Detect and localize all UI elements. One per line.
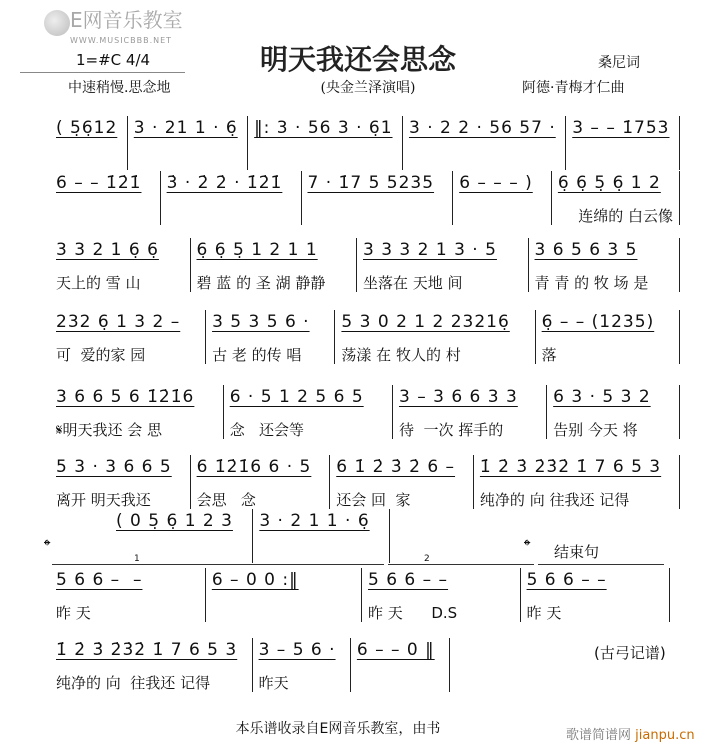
volta-bracket-2	[388, 564, 534, 565]
key-signature: 1=#C 4/4	[76, 51, 151, 69]
measure-notes: 6 3 · 5 3 2	[553, 387, 651, 407]
logo-icon	[44, 10, 70, 36]
measure-lyrics: 落	[541, 346, 557, 364]
measure-lyrics: 纯净的 向 往我还 记得	[56, 674, 211, 692]
measure-notes: 6 1̇2̇1̇6 6 · 5	[196, 457, 312, 477]
measure-notes: 3 3 2 1 6̣ 6̣	[56, 240, 159, 260]
measure	[474, 455, 680, 509]
measure-lyrics: 昨 天	[526, 604, 562, 622]
measure-notes: 1̇ 2̇ 3̇ 2̇3̇2̇ 1̇ 7 6 5 3	[479, 457, 662, 477]
measure-notes: 5 3 0 2 1 2 23216̣	[341, 312, 510, 332]
measure-lyrics: 离开 明天我还	[56, 491, 151, 509]
measure-notes: 3 – – 1̇753	[572, 118, 670, 138]
measure-lyrics	[254, 150, 396, 170]
measure	[128, 116, 248, 170]
measure	[50, 455, 191, 509]
measure	[335, 310, 535, 364]
measure	[552, 171, 680, 225]
measure-lyrics: 会思 念	[196, 491, 256, 509]
measure-lyrics: 昨天	[258, 674, 289, 692]
score-line	[50, 171, 680, 225]
measure-notes: 6 · 5 1 2 5 6 5	[229, 387, 364, 407]
measure	[351, 638, 450, 692]
measure-lyrics	[134, 150, 241, 170]
measure-notes: ( 0 5̣ 6̣ 1 2 3	[116, 511, 233, 531]
measure-lyrics	[409, 150, 559, 170]
measure-notes: 6̣ 6̣ 5̣ 1 2 1 1	[196, 240, 318, 260]
measure	[50, 238, 191, 292]
measure	[302, 171, 454, 225]
measure-lyrics	[212, 602, 355, 622]
measure	[224, 385, 393, 439]
score-line	[50, 238, 680, 292]
measure	[521, 568, 670, 622]
coda-icon: 𝄌	[524, 536, 531, 557]
measure-notes: 3 6 5 6 3 5	[534, 240, 638, 260]
measure-lyrics: 𝄋明天我还 会 思	[56, 421, 162, 439]
watermark-site: jianpu.cn	[635, 728, 695, 743]
page-title: 明天我还会思念	[259, 43, 456, 76]
measure-lyrics	[308, 205, 447, 225]
measure-notes: 6 – – – )	[459, 173, 533, 193]
measure-lyrics	[357, 672, 443, 692]
measure-lyrics	[572, 150, 673, 170]
measure-notes: 5 3 · 3 6 6 5	[56, 457, 172, 477]
measure-lyrics: 碧 蓝 的 圣 湖 静静	[196, 274, 326, 292]
measure-notes: 6 – – 0 ‖	[356, 640, 435, 660]
measure	[253, 638, 351, 692]
measure-notes: 6 1̇ 2̇ 3̇ 2̇ 6 –	[336, 457, 456, 477]
measure	[191, 455, 331, 509]
measure	[206, 310, 335, 364]
measure-lyrics: 古 老 的传 唱	[212, 346, 302, 364]
score-line	[50, 638, 450, 692]
notation-credit: (古弓记谱)	[594, 644, 666, 662]
lyricist: 桑尼词	[598, 55, 640, 71]
score-line	[50, 455, 680, 509]
measure-lyrics: 荡漾 在 牧人的 村	[341, 346, 461, 364]
measure-lyrics: 念 还会等	[229, 421, 305, 439]
tempo-marking: 中速稍慢.思念地	[68, 80, 171, 96]
measure	[393, 385, 547, 439]
measure-notes: 6̣ – – (1235)	[541, 312, 655, 332]
measure-notes: 5 6 6 – –	[526, 570, 607, 590]
measure-notes: 3̇ · 2̇ 2̇ · 1̇2̇1̇	[166, 173, 283, 193]
coda-bracket	[538, 564, 664, 565]
measure-notes: 6 – 0 0 :‖	[211, 570, 299, 590]
measure-lyrics	[259, 543, 383, 563]
measure-notes: 3 · 2 1 1 · 6̣	[259, 511, 370, 531]
measure	[50, 116, 128, 170]
measure-lyrics: 昨 天	[56, 604, 91, 622]
measure	[50, 568, 206, 622]
measure-lyrics: 还会 回 家	[336, 491, 411, 509]
volta-number-2: 2	[424, 554, 430, 564]
measure-notes: 5 6 6 – –	[56, 570, 143, 590]
measure	[206, 568, 362, 622]
measure-notes: 5 6 6 – –	[367, 570, 449, 590]
measure	[253, 509, 390, 563]
measure-lyrics: 昨 天 D.S	[367, 604, 458, 622]
score-line	[50, 568, 670, 622]
measure-notes: 7 · 1̇7 5 5235	[307, 173, 435, 193]
measure-notes: ‖: 3 · 56 3 · 6̣1	[254, 118, 393, 138]
measure	[110, 509, 253, 563]
measure	[453, 171, 552, 225]
measure-lyrics	[56, 150, 121, 170]
footer-text: 本乐谱收录自E网音乐教室，由书	[235, 721, 441, 737]
measure	[529, 238, 680, 292]
composer: 阿德·青梅才仁曲	[522, 80, 625, 96]
measure-lyrics: 天上的 雪 山	[56, 274, 141, 292]
measure-notes: 6 – – 1̇2̇1̇	[56, 173, 142, 193]
measure-lyrics: 可 爱的家 园	[56, 346, 146, 364]
measure-lyrics	[167, 205, 295, 225]
measure	[547, 385, 680, 439]
measure-notes: 232 6̣ 1 3 2 –	[56, 312, 181, 332]
measure-lyrics: 纯净的 向 往我还 记得	[479, 491, 630, 509]
coda-icon: 𝄌	[44, 536, 51, 557]
measure-notes: 1̇ 2̇ 3̇ 2̇3̇2̇ 1̇ 7 6 5 3	[56, 640, 238, 660]
measure-notes: 3 – 3 6 6 3 3	[398, 387, 518, 407]
measure	[362, 568, 521, 622]
measure-notes: 3 · 2 2 · 56 57 ·	[408, 118, 556, 138]
measure	[50, 638, 253, 692]
score-line	[110, 509, 390, 563]
measure	[330, 455, 474, 509]
measure	[357, 238, 529, 292]
logo-url: WWW.MUSICBBB.NET	[70, 36, 173, 45]
watermark-cn: 歌谱简谱网	[566, 728, 632, 743]
singer: (央金兰泽演唱)	[320, 80, 416, 96]
measure-lyrics	[56, 205, 154, 225]
measure	[161, 171, 302, 225]
coda-label: 结束句	[554, 543, 600, 561]
measure	[566, 116, 680, 170]
measure	[403, 116, 566, 170]
measure-notes: 3 6 6 5 6 1̇2̇1̇6	[56, 387, 195, 407]
measure-lyrics: 告别 今天 将	[553, 421, 638, 439]
logo-name: E网音乐教室	[70, 8, 183, 32]
measure	[536, 310, 680, 364]
measure-lyrics	[459, 205, 545, 225]
measure-lyrics: 青 青 的 牧 场 是	[534, 274, 649, 292]
score-line	[50, 385, 680, 439]
measure	[248, 116, 403, 170]
measure	[191, 238, 357, 292]
measure-notes: 3 · 21 1 · 6̣	[133, 118, 238, 138]
watermark	[566, 724, 695, 743]
measure-lyrics: 待 一次 挥手的	[398, 421, 504, 439]
measure-lyrics: 连绵的 白云像	[578, 207, 673, 225]
measure-notes: ( 5̣6̣12	[56, 118, 118, 138]
measure	[50, 310, 206, 364]
volta-number-1: 1	[134, 554, 140, 564]
score-line	[50, 310, 680, 364]
volta-bracket-1	[52, 564, 384, 565]
measure-lyrics: 坐落在 天地 间	[362, 274, 463, 292]
measure-notes: 3 – 5 6 ·	[258, 640, 336, 660]
measure	[50, 385, 224, 439]
score-line	[50, 116, 680, 170]
measure-notes: 3 3 3 2 1 3 · 5	[362, 240, 497, 260]
measure-notes: 6̣ 6̣ 5̣ 6̣ 1 2	[557, 173, 661, 193]
measure-notes: 3 5 3 5 6 ·	[212, 312, 310, 332]
measure	[50, 171, 161, 225]
